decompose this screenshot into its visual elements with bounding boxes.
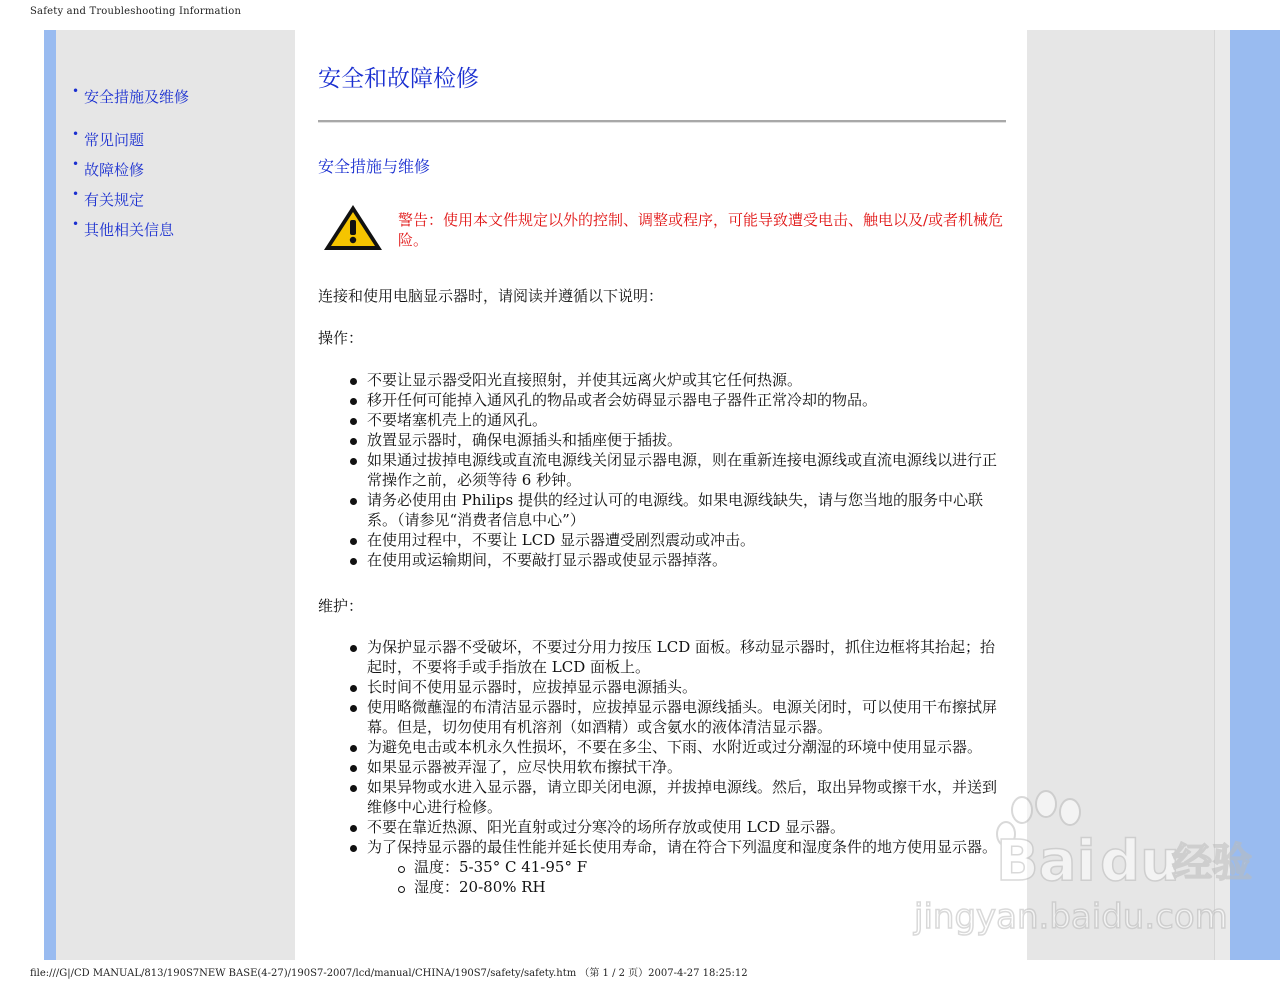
list-item: 为避免电击或本机永久性损坏，不要在多尘、下雨、水附近或过分潮湿的环境中使用显示器。 (346, 737, 1008, 757)
list-item: 如果显示器被弄湿了，应尽快用软布擦拭干净。 (346, 757, 1008, 777)
list-item: 使用略微蘸湿的布清洁显示器时，应拔掉显示器电源线插头。电源关闭时，可以使用干布擦拭屏幕。但是，切勿使用有机溶剂（如酒精）或含氨水的液体清洁显示器。 (346, 697, 1008, 737)
list-item: 不要让显示器受阳光直接照射，并使其远离火炉或其它任何热源。 (346, 370, 1008, 390)
bullet-icon: • (72, 127, 80, 141)
list-item: 不要在靠近热源、阳光直射或过分寒冷的场所存放或使用 LCD 显示器。 (346, 817, 1008, 837)
list-item: 在使用或运输期间，不要敲打显示器或使显示器掉落。 (346, 550, 1008, 570)
list-item: 放置显示器时，确保电源插头和插座便于插拔。 (346, 430, 1008, 450)
baidu-jingyan-watermark (910, 790, 1252, 940)
warning-triangle-icon (322, 203, 384, 253)
section-title: 安全措施与维修 (318, 157, 431, 176)
list-item: 移开任何可能掉入通风孔的物品或者会妨碍显示器电子器件正常冷却的物品。 (346, 390, 1008, 410)
left-blue-band (44, 30, 56, 960)
list-item-conditions (346, 837, 1008, 897)
maintenance-heading: 维护： (318, 597, 364, 615)
operation-list (346, 370, 1008, 570)
list-item: 长时间不使用显示器时，应拔掉显示器电源插头。 (346, 677, 1008, 697)
operation-heading: 操作： (318, 329, 364, 347)
bullet-icon: • (72, 217, 80, 231)
sidebar-item-label[interactable]: 故障检修 (84, 161, 145, 179)
condition-humidity: 湿度：20-80% RH (398, 877, 1008, 897)
list-item: 为保护显示器不受破坏，不要过分用力按压 LCD 面板。移动显示器时，抓住边框将其抬起；抬起时，不要将手或手指放在 LCD 面板上。 (346, 637, 1008, 677)
sidebar-item-label[interactable]: 常见问题 (84, 131, 145, 149)
title-divider (318, 120, 1006, 123)
sidebar-item-label[interactable]: 有关规定 (84, 191, 145, 209)
watermark-url: jingyan.baidu.com (914, 897, 1228, 937)
page-title: 安全和故障检修 (318, 66, 479, 92)
warning-text: 警告：使用本文件规定以外的控制、调整或程序，可能导致遭受电击、触电以及/或者机械危险。 (398, 211, 1004, 249)
list-item: 如果异物或水进入显示器，请立即关闭电源，并拔掉电源线。然后，取出异物或擦干水，并送到维修中心进行检修。 (346, 777, 1008, 817)
list-item-text: 为了保持显示器的最佳性能并延长使用寿命，请在符合下列温度和湿度条件的地方使用显示器。 (367, 838, 998, 856)
intro-text: 连接和使用电脑显示器时，请阅读并遵循以下说明： (318, 287, 664, 305)
list-item: 如果通过拔掉电源线或直流电源线关闭显示器电源，则在重新连接电源线或直流电源线以进行正常操作之前，必须等待 6 秒钟。 (346, 450, 1008, 490)
bullet-icon: • (72, 84, 80, 98)
list-item: 不要堵塞机壳上的通风孔。 (346, 410, 1008, 430)
watermark-du: du (1100, 829, 1180, 894)
watermark-jingyan: 经验 (1172, 840, 1252, 886)
maintenance-list (346, 637, 1008, 897)
watermark-brand: Bai (996, 829, 1096, 894)
list-item: 请务必使用由 Philips 提供的经过认可的电源线。如果电源线缺失，请与您当地的服务中心联系。（请参见“消费者信息中心”） (346, 490, 1008, 530)
bullet-icon: • (72, 187, 80, 201)
print-header: Safety and Troubleshooting Information (30, 6, 242, 17)
sidebar-item-label[interactable]: 其他相关信息 (84, 221, 175, 239)
condition-temperature: 温度：5-35° C 41-95° F (398, 857, 1008, 877)
list-item: 在使用过程中，不要让 LCD 显示器遭受剧烈震动或冲击。 (346, 530, 1008, 550)
print-footer: file:///G|/CD MANUAL/813/190S7NEW BASE(4-27)/190S7-2007/lcd/manual/CHINA/190S7/safety/safety.htm （第 1 / 2 页）2007-4-27 18:25:12 (30, 968, 748, 979)
sidebar-item-label[interactable]: 安全措施及维修 (84, 88, 190, 106)
bullet-icon: • (72, 157, 80, 171)
